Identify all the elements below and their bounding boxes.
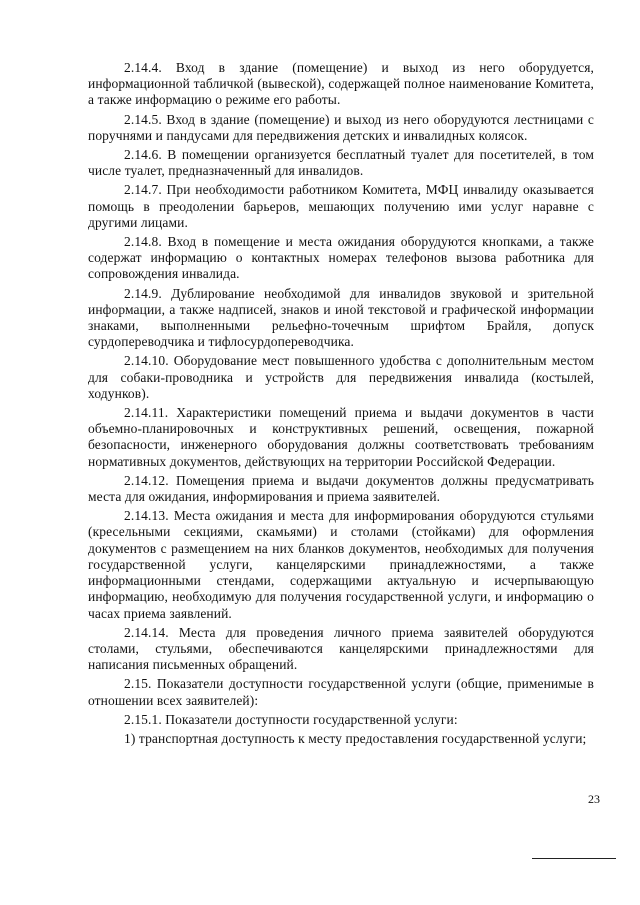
document-body bbox=[88, 60, 594, 750]
paragraph-2-14-6: 2.14.6. В помещении организуется бесплатный туалет для посетителей, в том числе туалет, предназначенный для инвалидов. bbox=[88, 147, 594, 179]
paragraph-2-14-5: 2.14.5. Вход в здание (помещение) и выход из него оборудуются лестницами с поручнями и пандусами для передвижения детских и инвалидных колясок. bbox=[88, 111, 594, 143]
paragraph-2-15: 2.15. Показатели доступности государственной услуги (общие, применимые в отношении всех заявителей): bbox=[88, 676, 594, 708]
footer-rule bbox=[532, 858, 616, 859]
paragraph-2-14-9: 2.14.9. Дублирование необходимой для инвалидов звуковой и зрительной информации, а также надписей, знаков и иной текстовой и графической информации знаками, выполненными рельефно-точечным шрифтом Брайля, допуск сурдопереводчика и тифлосурдопереводчика. bbox=[88, 285, 594, 350]
paragraph-item-1: 1) транспортная доступность к месту предоставления государственной услуги; bbox=[124, 730, 587, 746]
page-number: 23 bbox=[588, 792, 600, 806]
paragraph-2-15-1: 2.15.1. Показатели доступности государственной услуги: bbox=[124, 711, 458, 727]
paragraph-2-14-11: 2.14.11. Характеристики помещений приема и выдачи документов в части объемно-планировочных и конструктивных решений, освещения, пожарной безопасности, инженерного оборудования должны соответствовать требованиям нормативных документов, действующих на территории Российской Федерации. bbox=[88, 405, 594, 469]
paragraph-2-14-14: 2.14.14. Места для проведения личного приема заявителей оборудуются столами, стульями, обеспечиваются канцелярскими принадлежностями для написания письменных обращений. bbox=[88, 624, 594, 673]
paragraph-2-14-7: 2.14.7. При необходимости работником Комитета, МФЦ инвалиду оказывается помощь в преодолении барьеров, мешающих получению ими услуг наравне с другими лицами. bbox=[88, 182, 594, 230]
paragraph-2-14-10: 2.14.10. Оборудование мест повышенного удобства с дополнительным местом для собаки-проводника и устройств для передвижения инвалида (костылей, ходунков). bbox=[88, 353, 594, 401]
paragraph-2-14-8: 2.14.8. Вход в помещение и места ожидания оборудуются кнопками, а также содержат информацию о контактных номерах телефонов вызова работника для сопровождения инвалида. bbox=[88, 234, 594, 282]
paragraph-2-14-4: 2.14.4. Вход в здание (помещение) и выход из него оборудуется, информационной табличкой (вывеской), содержащей полное наименование Комитета, а также информацию о режиме его работы. bbox=[88, 60, 594, 108]
paragraph-2-14-13: 2.14.13. Места ожидания и места для информирования оборудуются стульями (кресельными секциями, скамьями) и столами (стойками) для оформления документов с размещением на них бланков документов, необходимых для получения государственной услуги, канцелярскими принадлежностями, а также информационными стендами, содержащими актуальную и исчерпывающую информацию, необходимую для получения государственной услуги, и информацию о часах приема заявлений. bbox=[88, 508, 594, 621]
paragraph-2-14-12: 2.14.12. Помещения приема и выдачи документов должны предусматривать места для ожидания, информирования и приема заявителей. bbox=[88, 472, 594, 505]
